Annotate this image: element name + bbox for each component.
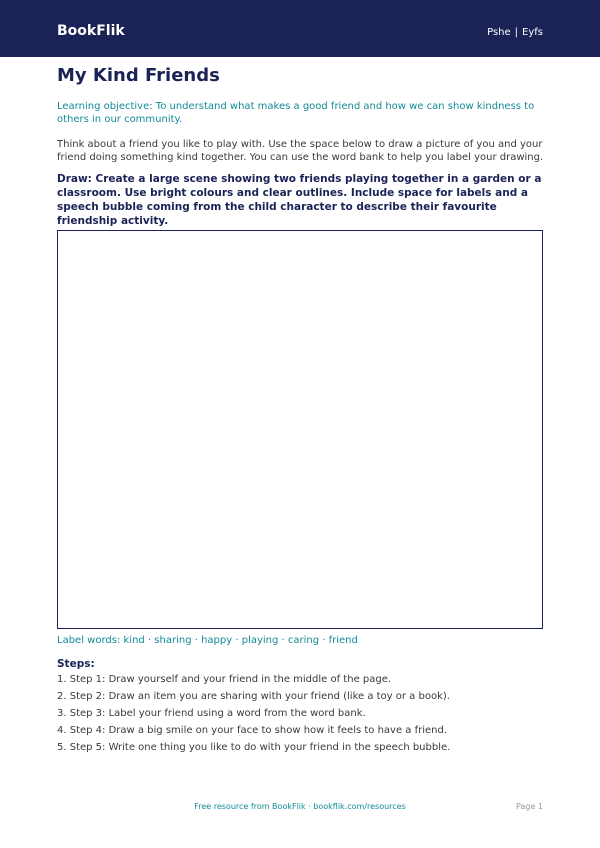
stage-tag: Eyfs	[522, 27, 543, 38]
subject-tag: Pshe	[487, 27, 511, 38]
page-header	[0, 0, 600, 57]
page-title: My Kind Friends	[57, 65, 220, 86]
step-item: 2. Step 2: Draw an item you are sharing with your friend (like a toy or a book).	[57, 691, 450, 702]
steps-list	[57, 673, 450, 758]
word-bank: Label words: kind · sharing · happy · playing · caring · friend	[57, 635, 358, 646]
intro-text: Think about a friend you like to play with. Use the space below to draw a picture of you and your friend doing something kind together. You can use the word bank to help you label your drawing.	[57, 139, 544, 163]
step-item: 3. Step 3: Label your friend using a word from the word bank.	[57, 708, 366, 719]
step-item: 1. Step 1: Draw yourself and your friend in the middle of the page.	[57, 674, 392, 685]
footer-source[interactable]: Free resource from BookFlik · bookflik.com/resources	[194, 802, 406, 811]
learning-objective: Learning objective: To understand what makes a good friend and how we can show kindness to others in our community.	[57, 101, 535, 125]
step-item: 4. Step 4: Draw a big smile on your face to show how it feels to have a friend.	[57, 725, 448, 736]
subject-tags	[487, 26, 543, 40]
step-item: 5. Step 5: Write one thing you like to do with your friend in the speech bubble.	[57, 742, 451, 753]
draw-instruction: Draw: Create a large scene showing two friends playing together in a garden or a classroom. Use bright colours and clear outlines. Include space for labels and a speech bubble coming from the child character to describe their favourite friendship activity.	[57, 173, 542, 227]
page-number: Page 1	[516, 802, 543, 811]
brand-logo-text[interactable]: BookFlik	[57, 23, 125, 39]
steps-heading: Steps:	[57, 658, 95, 670]
tag-separator: |	[514, 27, 519, 38]
drawing-area[interactable]	[57, 230, 543, 629]
